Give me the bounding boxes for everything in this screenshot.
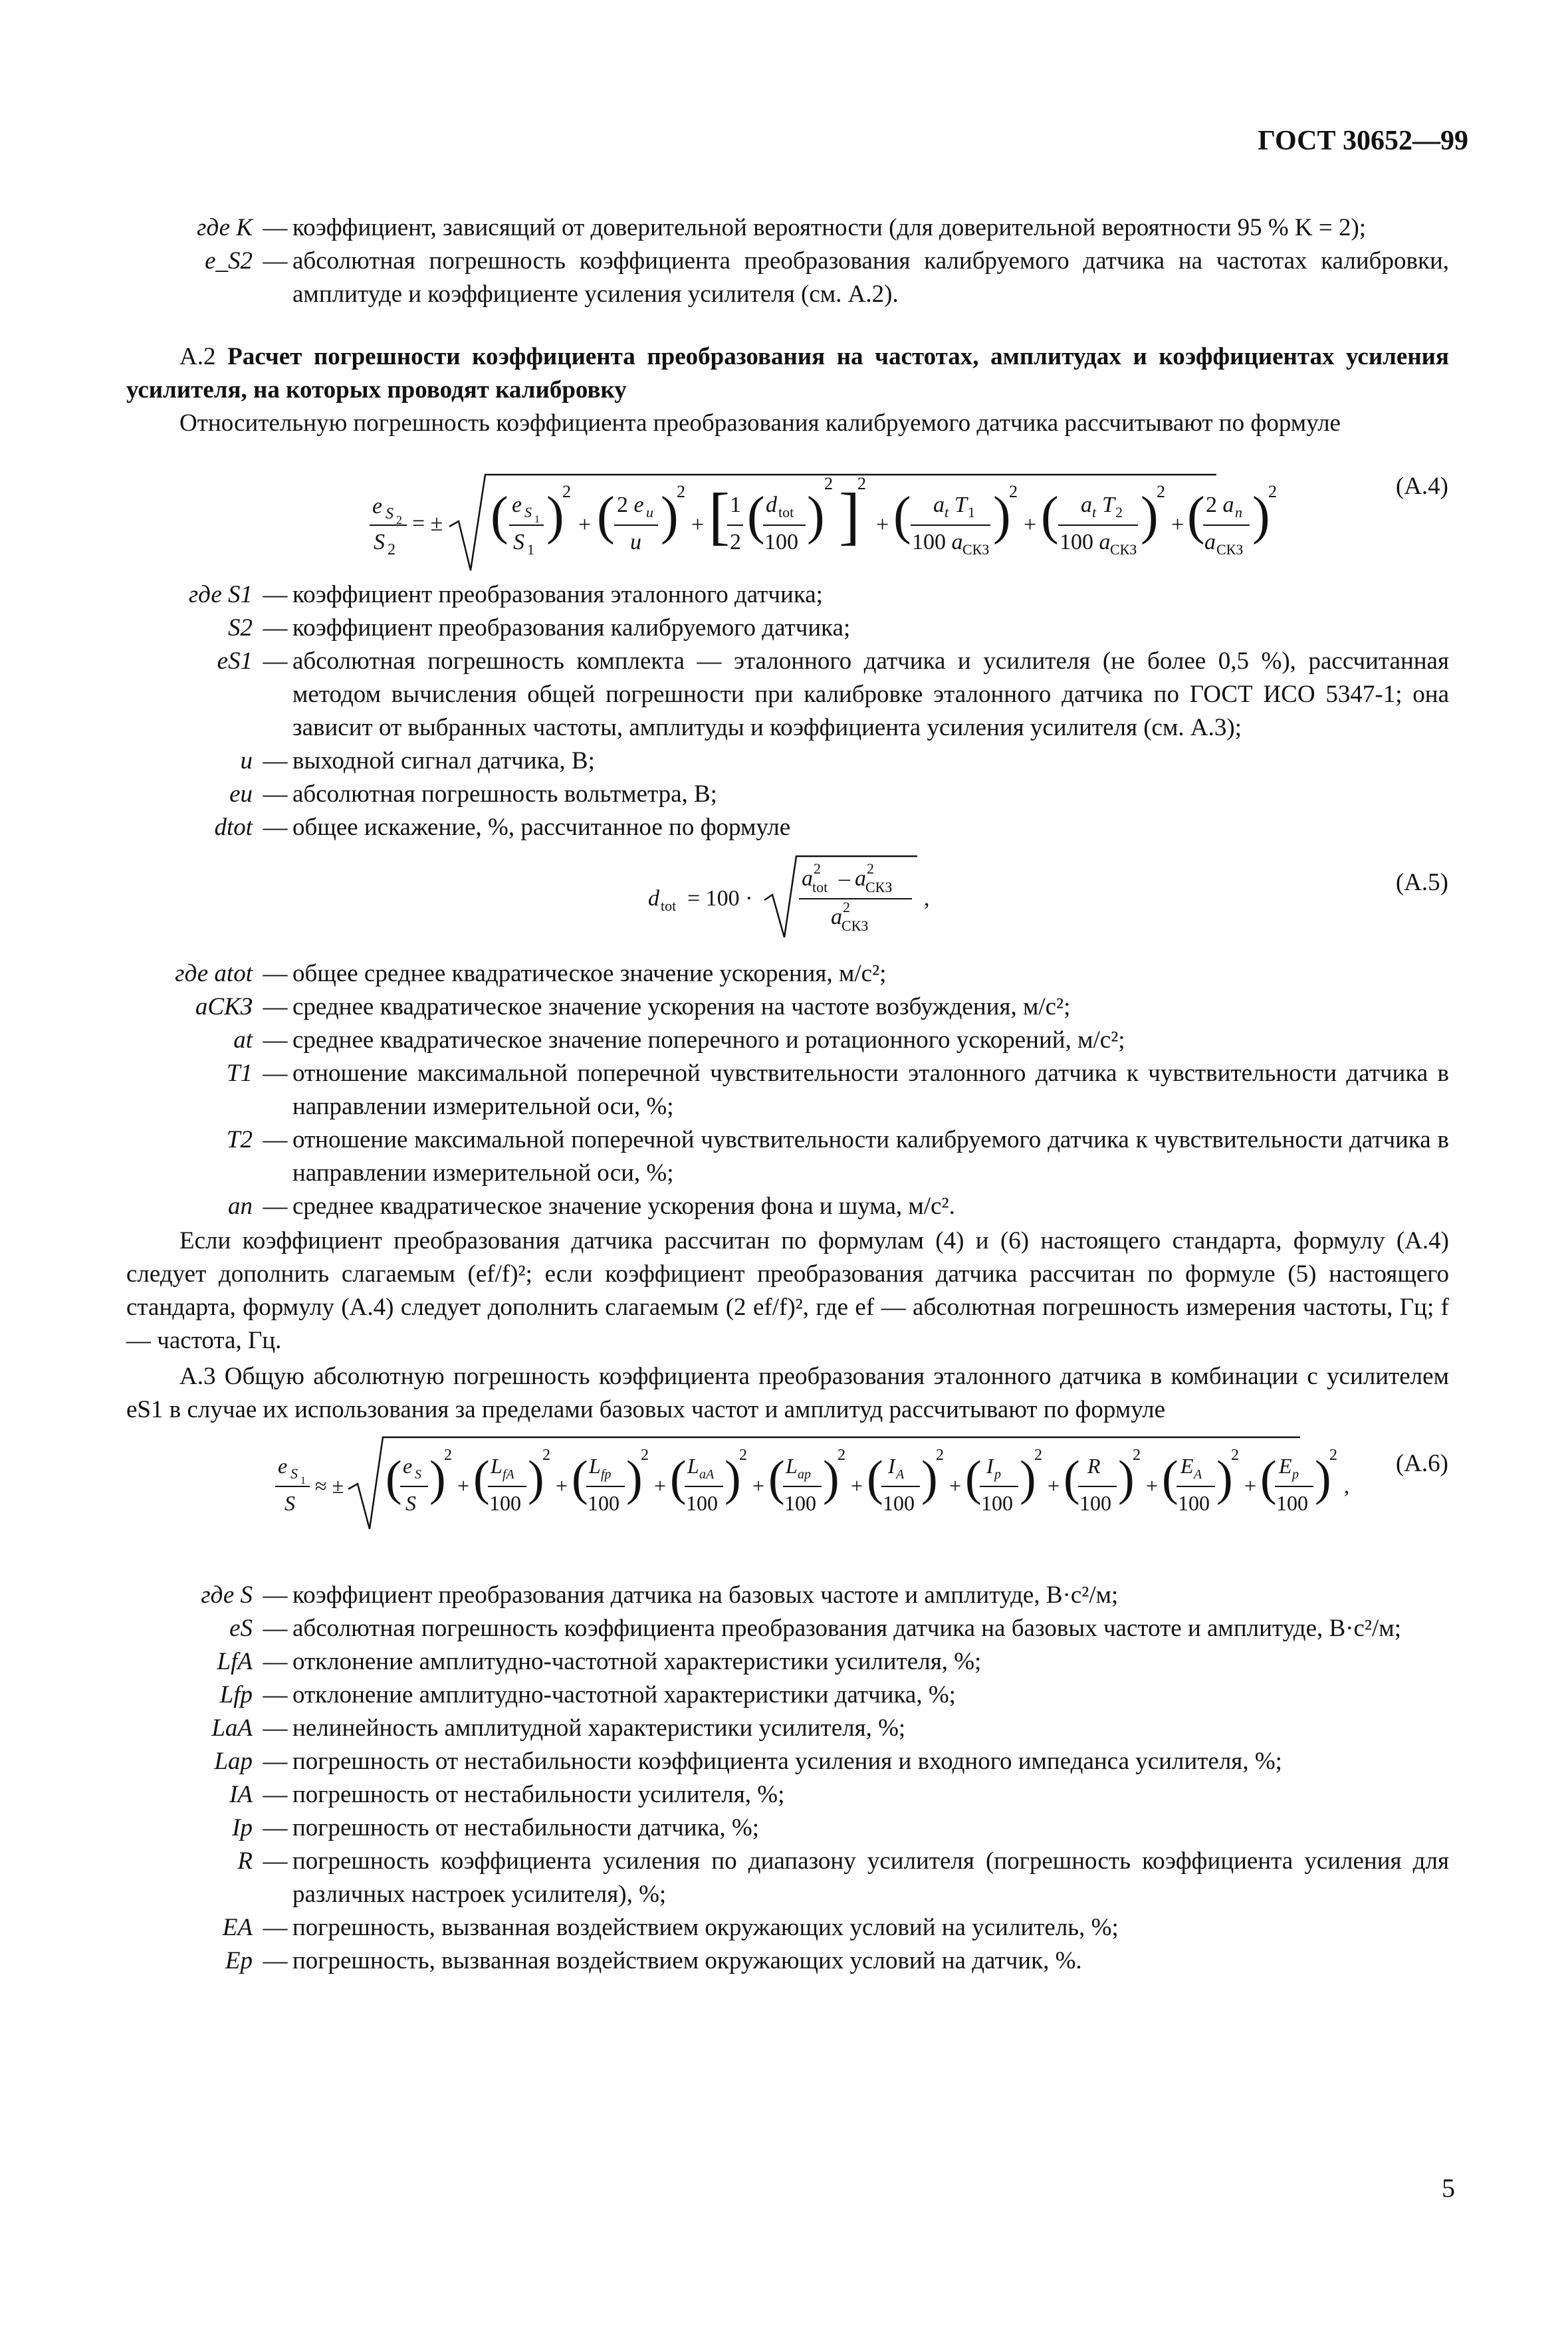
svg-text:): )	[1020, 1451, 1036, 1506]
svg-text:+: +	[752, 1474, 765, 1498]
definition-item: eS — абсолютная погрешность коэффициента преобразования датчика на базовых частоте и амплитуде, В·с²/м;	[126, 1612, 1449, 1645]
svg-text:СКЗ: СКЗ	[962, 541, 990, 558]
definition-item: Ip — погрешность от нестабильности датчика, %;	[126, 1812, 1449, 1845]
svg-text:(: (	[893, 487, 911, 545]
definition-item: где S1 — коэффициент преобразования эталонного датчика;	[126, 578, 1449, 612]
svg-text:+: +	[654, 1474, 667, 1498]
svg-text:): )	[1252, 487, 1270, 545]
svg-text:(: (	[670, 1451, 687, 1506]
svg-text:p: p	[994, 1467, 1001, 1482]
svg-text:2: 2	[824, 474, 833, 493]
svg-text:L: L	[786, 1454, 798, 1478]
definition-text: отклонение амплитудно-частотной характеристики усилителя, %;	[292, 1648, 982, 1675]
svg-text:1: 1	[534, 514, 540, 525]
equation-a6	[0, 1429, 1568, 1536]
svg-text:= 100 ·: = 100 ·	[687, 886, 753, 911]
definition-text: среднее квадратическое значение ускорения фона и шума, м/с².	[292, 1193, 955, 1220]
definition-text: среднее квадратическое значение ускорения на частоте возбуждения, м/с²;	[292, 993, 1071, 1020]
svg-text:u: u	[646, 504, 653, 521]
svg-text:a: a	[1204, 530, 1216, 554]
svg-text:2: 2	[1133, 1447, 1141, 1464]
svg-text:,: ,	[1344, 1474, 1349, 1498]
symbol-dtot: dtot	[214, 814, 253, 841]
svg-text:2: 2	[739, 1447, 747, 1464]
symbol-atot: где atot	[175, 960, 253, 987]
definitions-block-2	[126, 578, 1449, 844]
svg-text:2: 2	[1115, 504, 1123, 521]
symbol-u: u	[240, 747, 253, 774]
symbol-t2: T2	[226, 1126, 253, 1153]
definition-text: общее искажение, %, рассчитанное по формуле	[292, 814, 791, 841]
svg-text:2: 2	[677, 482, 685, 501]
symbol-an: an	[228, 1193, 253, 1220]
symbol-lfa: LfA	[217, 1648, 253, 1675]
svg-text:+: +	[1244, 1474, 1257, 1498]
svg-text:S: S	[290, 1465, 298, 1482]
symbol-lfp: Lfp	[219, 1681, 253, 1708]
definition-item: где atot — общее среднее квадратическое значение ускорения, м/с²;	[126, 957, 1449, 991]
definition-item: u — выходной сигнал датчика, В;	[126, 745, 1449, 778]
symbol-ea: EA	[222, 1914, 253, 1941]
svg-text:(: (	[768, 1451, 785, 1506]
section-a2-title: Расчет погрешности коэффициента преобразования на частотах, амплитудах и коэффициентах усиления усилителя, на которых проводят калибровку	[126, 343, 1449, 404]
svg-text:fA: fA	[503, 1467, 514, 1482]
svg-text:1: 1	[730, 493, 741, 517]
svg-text:A: A	[896, 1467, 905, 1482]
definition-text: коэффициент преобразования эталонного датчика;	[292, 581, 823, 608]
svg-text:СКЗ: СКЗ	[1216, 541, 1244, 558]
svg-text:e: e	[403, 1454, 413, 1478]
definition-text: погрешность коэффициента усиления по диапазону усилителя (погрешность коэффициента усиления для различных настроек усилителя), %;	[292, 1847, 1449, 1908]
definition-text: абсолютная погрешность комплекта — эталонного датчика и усилителя (не более 0,5 %), рассчитанная методом вычисления общей погрешности при калибровке эталонного датчика по ГОСТ ИСО 5347-1; она зависит от выбранных частоты, амплитуды и коэффициента усиления усилителя (см. А.3);	[292, 647, 1449, 741]
frequency-paragraph: Если коэффициент преобразования датчика рассчитан по формулам (4) и (6) настоящего стандарта, формулу (А.4) следует дополнить слагаемым (ef/f)²; если коэффициент преобразования датчика рассчитан по формуле (5) настоящего стандарта, формулу (А.4) следует дополнить слагаемым (2 ef/f)², где ef — абсолютная погрешность измерения частоты, Гц; f — частота, Гц.	[126, 1227, 1449, 1354]
definition-text: выходной сигнал датчика, В;	[292, 747, 595, 774]
svg-text:2: 2	[1231, 1447, 1239, 1464]
svg-text:d: d	[648, 886, 659, 911]
svg-text:e: e	[512, 493, 522, 517]
svg-text:S: S	[415, 1467, 421, 1482]
symbol-at: at	[233, 1026, 253, 1054]
svg-text:100: 100	[686, 1491, 718, 1515]
section-a3-text: А.3 Общую абсолютную погрешность коэффициента преобразования эталонного датчика в комбинации с усилителем eS1 в случае их использования за пределами базовых частот и амплитуд рассчитывают по формуле	[126, 1363, 1449, 1423]
svg-text:a: a	[933, 493, 945, 517]
svg-text:L: L	[491, 1454, 503, 1478]
svg-text:u: u	[630, 530, 641, 554]
svg-text:): )	[626, 1451, 643, 1506]
svg-text:2: 2	[838, 1447, 845, 1464]
definition-item: T1 — отношение максимальной поперечной чувствительности эталонного датчика к чувствительности датчика в направлении измерительной оси, %;	[126, 1057, 1449, 1123]
svg-text:a: a	[1081, 493, 1092, 517]
svg-text:a: a	[802, 866, 813, 891]
svg-text:2: 2	[730, 530, 741, 554]
svg-text:t: t	[945, 504, 949, 521]
svg-text:100: 100	[588, 1491, 619, 1515]
svg-text:t: t	[1092, 504, 1097, 521]
svg-text:100: 100	[764, 530, 798, 554]
definition-item: R — погрешность коэффициента усиления по диапазону усилителя (погрешность коэффициента усиления для различных настроек усилителя), %;	[126, 1845, 1449, 1911]
svg-text:(: (	[747, 487, 765, 545]
svg-text:СКЗ: СКЗ	[841, 917, 869, 934]
svg-text:tot: tot	[812, 879, 828, 895]
svg-text:): )	[1315, 1451, 1331, 1506]
svg-text:2: 2	[843, 899, 850, 915]
svg-text:E: E	[1180, 1454, 1194, 1478]
svg-text:+: +	[876, 513, 889, 537]
svg-text:): )	[1118, 1451, 1135, 1506]
svg-text:S: S	[386, 505, 393, 523]
svg-text:СКЗ: СКЗ	[1110, 541, 1137, 558]
svg-text:): )	[429, 1451, 446, 1506]
svg-text:): )	[546, 487, 564, 545]
svg-text:p: p	[1292, 1467, 1299, 1482]
svg-text:I: I	[986, 1454, 994, 1478]
definition-text: погрешность от нестабильности усилителя, %;	[292, 1781, 785, 1808]
svg-text:a: a	[855, 866, 866, 891]
svg-text:I: I	[888, 1454, 895, 1478]
equation-a6-number: (А.6)	[1395, 1450, 1448, 1477]
definition-item: где S — коэффициент преобразования датчика на базовых частоте и амплитуде, В·с²/м;	[126, 1579, 1449, 1612]
svg-text:100: 100	[1079, 1491, 1111, 1515]
svg-text:): )	[1141, 487, 1159, 545]
symbol-t1: T1	[226, 1060, 253, 1087]
svg-text:): )	[725, 1451, 741, 1506]
definition-text: абсолютная погрешность коэффициента преобразования датчика на базовых частоте и амплитуде, В·с²/м;	[292, 1615, 1401, 1642]
definition-text: отклонение амплитудно-частотной характеристики датчика, %;	[292, 1681, 956, 1708]
svg-text:2: 2	[444, 1447, 452, 1464]
definition-text: общее среднее квадратическое значение ускорения, м/с²;	[292, 960, 887, 987]
symbol-eu: eu	[229, 780, 253, 808]
symbol-ip: Ip	[232, 1814, 253, 1841]
svg-text:(: (	[1162, 1451, 1178, 1506]
symbol-es2: e_S2	[205, 247, 253, 275]
definition-item: Lfp — отклонение амплитудно-частотной характеристики датчика, %;	[126, 1679, 1449, 1712]
svg-text:= ±: = ±	[412, 511, 443, 536]
svg-text:2: 2	[814, 860, 821, 877]
definition-item: T2 — отношение максимальной поперечной чувствительности калибруемого датчика к чувствительности датчика в направлении измерительной оси, %;	[126, 1123, 1449, 1190]
svg-text:,: ,	[924, 886, 930, 911]
svg-text:–: –	[839, 866, 850, 891]
definition-item: LfA — отклонение амплитудно-частотной характеристики усилителя, %;	[126, 1645, 1449, 1679]
svg-text:≈ ±: ≈ ±	[315, 1474, 344, 1498]
equation-a4-number: (А.4)	[1395, 473, 1448, 500]
definition-item: IA — погрешность от нестабильности усилителя, %;	[126, 1778, 1449, 1812]
svg-text:fp: fp	[601, 1467, 612, 1482]
definition-text: коэффициент преобразования калибруемого датчика;	[292, 614, 851, 642]
section-a2-intro: Относительную погрешность коэффициента преобразования калибруемого датчика рассчитывают по формуле	[179, 410, 1341, 437]
definition-item: eS1 — абсолютная погрешность комплекта — эталонного датчика и усилителя (не более 0,5 %), рассчитанная методом вычисления общей погрешности при калибровке эталонного датчика по ГОСТ ИСО 5347-1; она зависит от выбранных частоты, амплитуды и коэффициента усиления усилителя (см. А.3);	[126, 645, 1449, 745]
definition-text: абсолютная погрешность коэффициента преобразования калибруемого датчика на частотах калибровки, амплитуде и коэффициенте усиления усилителя (см. А.2).	[292, 247, 1449, 308]
svg-text:(: (	[867, 1451, 883, 1506]
equation-a4-graphic	[0, 465, 1568, 578]
svg-text:n: n	[1235, 504, 1242, 521]
symbol-lap: Lap	[214, 1748, 253, 1775]
svg-text:): )	[993, 487, 1011, 545]
svg-text:+: +	[578, 513, 592, 537]
svg-text:L: L	[687, 1454, 699, 1478]
svg-text:2: 2	[396, 513, 402, 526]
svg-text:100: 100	[981, 1491, 1013, 1515]
equation-a4	[0, 465, 1568, 572]
svg-text:(: (	[965, 1451, 982, 1506]
svg-text:(: (	[1260, 1451, 1277, 1506]
definition-item: eu — абсолютная погрешность вольтметра, В;	[126, 778, 1449, 811]
svg-text:S: S	[374, 530, 385, 554]
svg-text:2: 2	[562, 482, 571, 501]
svg-text:2: 2	[1329, 1447, 1337, 1464]
definition-item: EA — погрешность, вызванная воздействием окружающих условий на усилитель, %;	[126, 1911, 1449, 1944]
svg-text:100: 100	[1178, 1491, 1210, 1515]
definitions-block-1	[126, 211, 1449, 311]
svg-text:A: A	[1194, 1467, 1202, 1482]
svg-text:100: 100	[489, 1491, 521, 1515]
definition-text: нелинейность амплитудной характеристики усилителя, %;	[292, 1714, 906, 1742]
svg-text:+: +	[1024, 513, 1037, 537]
svg-text:+: +	[1146, 1474, 1159, 1498]
section-a2-heading	[126, 340, 1449, 407]
equation-a5-number: (А.5)	[1395, 869, 1448, 896]
definition-text: отношение максимальной поперечной чувствительности эталонного датчика к чувствительности датчика в направлении измерительной оси, %;	[292, 1060, 1449, 1120]
svg-text:tot: tot	[661, 897, 677, 914]
svg-text:R: R	[1087, 1454, 1101, 1478]
page-number: 5	[1442, 2173, 1455, 2203]
svg-text:d: d	[766, 493, 777, 517]
symbol-k: где K	[197, 214, 253, 241]
symbol-laa: LaA	[211, 1714, 253, 1742]
svg-text:S: S	[405, 1491, 416, 1515]
definition-text: погрешность, вызванная воздействием окружающих условий на датчик, %.	[292, 1947, 1082, 1974]
svg-text:100: 100	[784, 1491, 816, 1515]
svg-text:+: +	[556, 1474, 568, 1498]
definition-text: погрешность, вызванная воздействием окружающих условий на усилитель, %;	[292, 1914, 1119, 1941]
svg-text:(: (	[597, 487, 615, 545]
svg-text:2: 2	[641, 1447, 649, 1464]
svg-text:): )	[1216, 1451, 1233, 1506]
svg-text:(: (	[473, 1451, 490, 1506]
svg-text:ap: ap	[798, 1467, 811, 1482]
svg-text:СКЗ: СКЗ	[865, 879, 893, 895]
symbol-askz: aСКЗ	[195, 993, 253, 1020]
svg-text:+: +	[1171, 513, 1184, 537]
svg-text:1: 1	[968, 504, 975, 521]
definition-text: среднее квадратическое значение поперечного и ротационного ускорений, м/с²;	[292, 1026, 1125, 1054]
svg-text:): )	[661, 487, 679, 545]
svg-text:2: 2	[542, 1447, 550, 1464]
definition-item: aСКЗ — среднее квадратическое значение ускорения на частоте возбуждения, м/с²;	[126, 991, 1449, 1024]
svg-text:2: 2	[936, 1447, 944, 1464]
svg-text:(: (	[1187, 487, 1205, 545]
definition-item: S2 — коэффициент преобразования калибруемого датчика;	[126, 612, 1449, 645]
svg-text:+: +	[851, 1474, 863, 1498]
svg-text:1: 1	[527, 541, 534, 558]
definition-text: коэффициент, зависящий от доверительной вероятности (для доверительной вероятности 95 % K = 2);	[292, 214, 1367, 241]
svg-text:S: S	[284, 1491, 295, 1515]
svg-text:tot: tot	[778, 504, 794, 521]
svg-text:]: ]	[839, 480, 860, 551]
svg-text:(: (	[491, 487, 508, 545]
svg-text:2: 2	[388, 541, 395, 558]
standard-header: ГОСТ 30652—99	[1258, 126, 1468, 156]
definition-item: Lap — погрешность от нестабильности коэффициента усиления и входного импеданса усилителя, %;	[126, 1745, 1449, 1778]
svg-text:+: +	[691, 513, 705, 537]
definition-text: погрешность от нестабильности коэффициента усиления и входного импеданса усилителя, %;	[292, 1748, 1282, 1775]
definition-text: коэффициент преобразования датчика на базовых частоте и амплитуде, В·с²/м;	[292, 1581, 1119, 1609]
symbol-s: где S	[201, 1581, 253, 1609]
svg-text:+: +	[949, 1474, 962, 1498]
definition-item: где K — коэффициент, зависящий от доверительной вероятности (для доверительной вероятности 95 % K = 2);	[126, 211, 1449, 245]
svg-text:[: [	[709, 480, 730, 551]
svg-text:(: (	[1041, 487, 1059, 545]
svg-text:+: +	[457, 1474, 470, 1498]
svg-text:L: L	[589, 1454, 601, 1478]
symbol-s2: S2	[228, 614, 253, 642]
svg-text:100 a: 100 a	[1060, 530, 1111, 554]
svg-text:E: E	[1279, 1454, 1292, 1478]
svg-text:+: +	[1048, 1474, 1060, 1498]
definition-item: LaA — нелинейность амплитудной характеристики усилителя, %;	[126, 1712, 1449, 1745]
definition-item: at — среднее квадратическое значение поперечного и ротационного ускорений, м/с²;	[126, 1024, 1449, 1057]
svg-text:): )	[528, 1451, 544, 1506]
definitions-block-3	[126, 957, 1449, 1223]
definition-item: e_S2 — абсолютная погрешность коэффициента преобразования калибруемого датчика на частотах калибровки, амплитуде и коэффициенте усиления усилителя (см. А.2).	[126, 245, 1449, 311]
equation-a6-graphic	[0, 1429, 1568, 1542]
svg-text:T: T	[1102, 493, 1115, 517]
definition-item: Ep — погрешность, вызванная воздействием окружающих условий на датчик, %.	[126, 1944, 1449, 1978]
svg-text:2: 2	[1034, 1447, 1042, 1464]
definition-item: dtot — общее искажение, %, рассчитанное по формуле	[126, 811, 1449, 844]
symbol-es: eS	[229, 1615, 253, 1642]
definition-text: абсолютная погрешность вольтметра, В;	[292, 780, 717, 808]
svg-text:S: S	[524, 504, 532, 521]
section-a2-number: А.2	[179, 343, 216, 370]
svg-text:100: 100	[883, 1491, 915, 1515]
symbol-es1: eS1	[217, 647, 253, 675]
svg-text:T: T	[954, 493, 967, 517]
svg-text:e: e	[278, 1454, 288, 1478]
svg-text:(: (	[386, 1451, 402, 1506]
svg-text:2 a: 2 a	[1206, 493, 1234, 517]
svg-text:): )	[823, 1451, 840, 1506]
definitions-block-4	[126, 1579, 1449, 1978]
svg-text:(: (	[572, 1451, 588, 1506]
definition-text: отношение максимальной поперечной чувствительности калибруемого датчика к чувствительности датчика в направлении измерительной оси, %;	[292, 1126, 1449, 1187]
svg-text:): )	[807, 487, 825, 545]
svg-text:100 a: 100 a	[912, 530, 963, 554]
definition-item: an — среднее квадратическое значение ускорения фона и шума, м/с².	[126, 1190, 1449, 1223]
svg-text:S: S	[513, 530, 524, 554]
definition-text: погрешность от нестабильности датчика, %;	[292, 1814, 760, 1841]
svg-text:a: a	[831, 905, 842, 929]
svg-text:2: 2	[1009, 482, 1018, 501]
svg-text:aA: aA	[699, 1467, 715, 1482]
symbol-ia: IA	[229, 1781, 253, 1808]
svg-text:2 e: 2 e	[617, 493, 644, 517]
svg-text:2: 2	[857, 474, 866, 493]
svg-text:2: 2	[867, 860, 874, 877]
svg-text:2: 2	[1157, 482, 1165, 501]
symbol-ep: Ep	[225, 1947, 253, 1974]
equation-a5	[0, 844, 1568, 951]
svg-text:e: e	[372, 494, 383, 519]
equation-a5-graphic	[0, 844, 1568, 944]
symbol-r: R	[237, 1847, 253, 1875]
svg-text:100: 100	[1276, 1491, 1308, 1515]
svg-text:2: 2	[1268, 482, 1277, 501]
symbol-s1: где S1	[188, 581, 253, 608]
svg-text:): )	[921, 1451, 938, 1506]
svg-text:1: 1	[300, 1475, 306, 1486]
svg-text:(: (	[1064, 1451, 1080, 1506]
